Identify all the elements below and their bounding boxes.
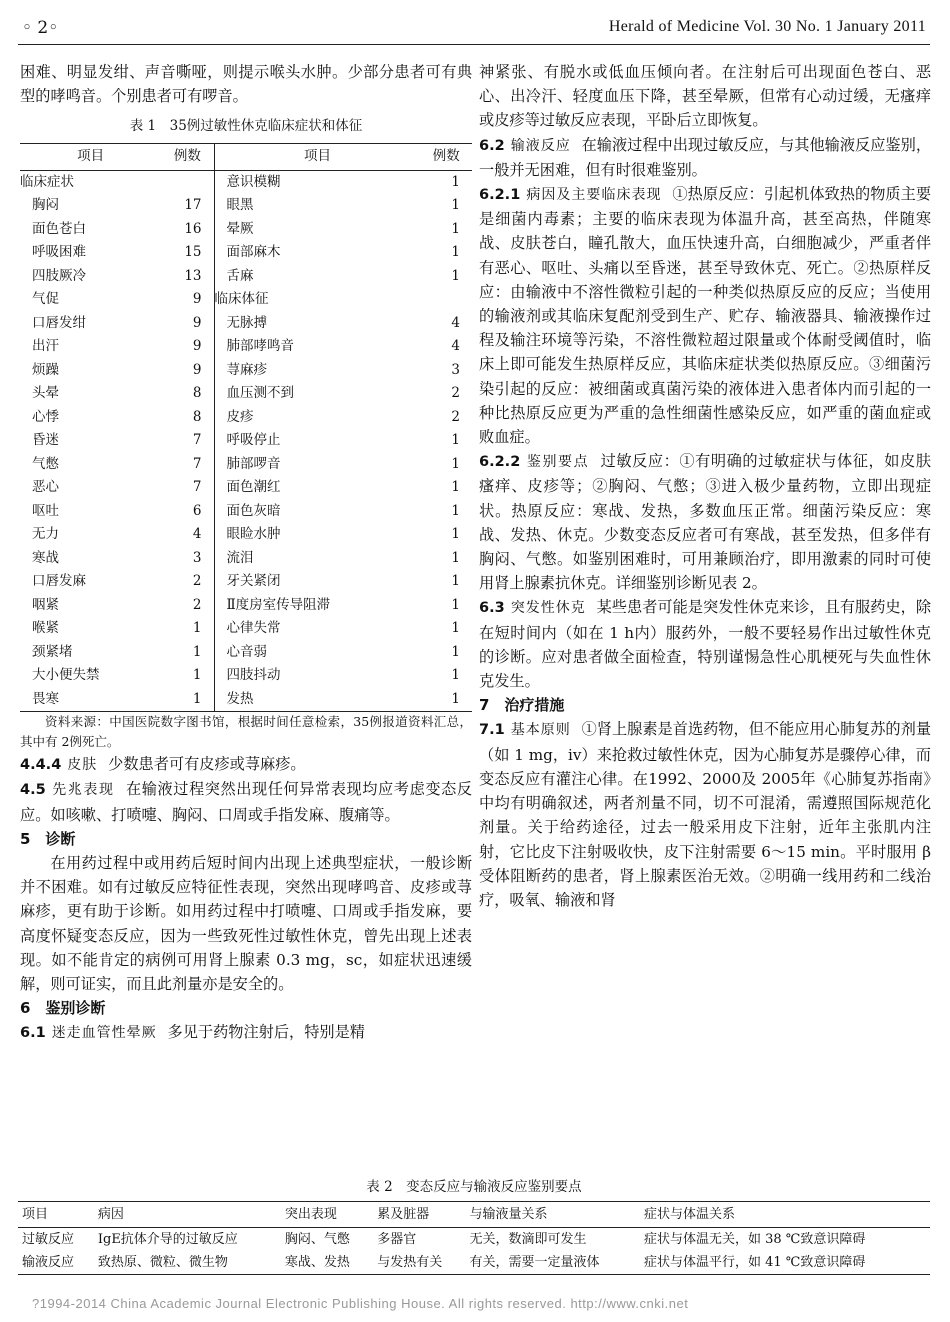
section-text: 在输液过程突然出现任何异常表现均应考虑变态反应。如咳嗽、打喷嚏、胸闷、口周或手指发麻、腹痛等。	[20, 780, 473, 824]
section-heading: 7 治疗措施	[479, 696, 565, 715]
case-count: 8	[161, 406, 214, 430]
case-count: 1	[451, 267, 460, 284]
case-count: 16	[161, 218, 214, 242]
case-count: 1	[451, 667, 460, 684]
case-count: 4	[451, 338, 460, 355]
table-cell: 症状与体温平行，如 41 ℃致意识障碍	[640, 1251, 930, 1275]
item-label: 呕吐	[32, 502, 59, 519]
item-label: 舌麻	[226, 267, 254, 284]
case-count: 4	[451, 314, 460, 331]
item-label: 大小便失禁	[32, 667, 100, 684]
item-label: 畏寒	[20, 688, 161, 712]
case-count: 3	[161, 547, 214, 571]
section-text: 少数患者可有皮疹或荨麻疹。	[108, 755, 306, 774]
table-row	[20, 218, 472, 242]
case-count: 13	[161, 265, 214, 289]
case-count	[161, 170, 214, 194]
case-count: 7	[161, 429, 214, 453]
item-label: 心音弱	[226, 643, 267, 660]
table-row	[20, 523, 472, 547]
case-count: 15	[161, 241, 214, 265]
table-row	[20, 688, 472, 712]
table-row	[20, 617, 472, 641]
case-count: 1	[161, 688, 214, 712]
case-count: 1	[451, 502, 460, 519]
section-number: 6.2	[479, 137, 505, 154]
table-cell: 致热原、微粒、微生物	[94, 1251, 281, 1275]
case-count: 7	[161, 476, 214, 500]
table-cell: 无关，数滴即可发生	[469, 1232, 587, 1247]
table-row	[20, 664, 472, 688]
item-label: 气憋	[32, 455, 59, 472]
case-count: 1	[451, 220, 460, 237]
section-title: 先兆表现	[51, 782, 115, 799]
item-label: 无力	[32, 526, 59, 543]
paragraph: 在用药过程中或用药后短时间内出现上述典型症状，一般诊断并不困难。如有过敏反应特征性表现，突然出现哮鸣音、皮疹或荨麻疹，更有助于诊断。如用药过程中打喷嚏、口周或手指发麻，要高度怀疑变态反应，因为一些致死性过敏性休克，曾先出现上述表现。如不能肯定的病例可用肾上腺素 0.3 mg，sc，如症状迅速缓解，则可证实，而且此剂量亦是安全的。	[20, 853, 472, 993]
table2	[18, 1201, 930, 1275]
table-row	[20, 570, 472, 594]
table-row	[20, 359, 472, 383]
item-label: 呼吸困难	[32, 244, 86, 261]
item-label: 恶心	[32, 479, 59, 496]
table-cell: 寒战、发热	[281, 1251, 373, 1275]
case-count: 1	[451, 526, 460, 543]
section-title: 病因及主要临床表现	[526, 187, 662, 204]
case-count: 4	[161, 523, 214, 547]
case-count: 8	[161, 382, 214, 406]
table-row	[18, 1251, 930, 1275]
table-header: 与输液量关系	[466, 1202, 640, 1228]
section-text: 过敏反应：①有明确的过敏症状与体征，如皮肤瘙痒、皮疹等；②胸闷、气憋；③进入极少量药物，立即出现症状。热原反应：寒战、发热，多数血压正常。细菌污染反应：寒战、发热、休克。少数变态反应者可有寒战，甚至发热，但多伴有胸闷、气憋。如鉴别困难时，可用兼顾治疗，即用激素的同时可使用肾上腺素抗休克。详细鉴别诊断见表 2。	[479, 452, 932, 593]
table2-caption: 表 2 变态反应与输液反应鉴别要点	[366, 1179, 582, 1195]
table-header: 项目	[214, 143, 420, 170]
table-row	[20, 547, 472, 571]
table-row	[20, 382, 472, 406]
paragraph: 困难、明显发绀、声音嘶哑，则提示喉头水肿。少部分患者可有典型的哮鸣音。个别患者可有啰音。	[20, 63, 472, 106]
item-label: 流泪	[226, 549, 254, 566]
section-title: 突发性休克	[510, 600, 586, 617]
table2-body	[18, 1228, 930, 1275]
item-label: 气促	[32, 291, 59, 308]
section-title: 迷走血管性晕厥	[51, 1025, 157, 1042]
section-number: 4.5	[20, 782, 46, 799]
table-row	[20, 241, 472, 265]
case-count: 1	[451, 573, 460, 590]
item-label: 肺部啰音	[226, 455, 281, 472]
case-count: 1	[420, 688, 472, 712]
section-heading: 5 诊断	[20, 829, 76, 848]
table-cell: IgE抗体介导的过敏反应	[97, 1232, 238, 1247]
paragraph	[479, 449, 931, 595]
table-header: 例数	[420, 143, 472, 170]
section-title: 基本原则	[510, 722, 571, 739]
case-count	[420, 288, 472, 312]
table-row	[20, 265, 472, 289]
item-label: 意识模糊	[226, 173, 281, 190]
section-text: 某些患者可能是突发性休克来诊，且有服药史，除在短时间内（如在 1 h内）服药外，一般不要轻易作出过敏性休克的诊断。应对患者做全面检查，特别谨惕急性心肌梗死与失血性休克发生。	[479, 598, 932, 691]
table-cell: 症状与体温无关，如 38 ℃致意识障碍	[643, 1232, 866, 1247]
table-header: 突出表现	[281, 1202, 373, 1228]
case-count: 1	[451, 620, 460, 637]
paragraph	[20, 777, 472, 826]
case-count: 9	[161, 359, 214, 383]
section-number: 6.2.2	[479, 454, 521, 471]
case-count: 1	[451, 549, 460, 566]
table-row	[20, 476, 472, 500]
table-row	[20, 335, 472, 359]
item-label: 临床体征	[214, 291, 269, 308]
case-count: 2	[161, 570, 214, 594]
item-label: 心律失常	[226, 620, 281, 637]
case-count: 1	[451, 643, 460, 660]
table-header: 症状与体温关系	[640, 1202, 930, 1228]
case-count: 1	[161, 617, 214, 641]
table-row	[20, 429, 472, 453]
section-title: 皮肤	[67, 757, 98, 774]
table-header: 累及脏器	[373, 1202, 465, 1228]
case-count: 9	[161, 312, 214, 336]
case-count: 2	[451, 385, 460, 402]
item-label: Ⅱ度房室传导阻滞	[226, 596, 331, 613]
section-text: 在输液过程中出现过敏反应，与其他输液反应鉴别，一般并无困难，但有时很难鉴别。	[479, 135, 932, 179]
paragraph	[20, 752, 472, 777]
copyright-footer: ?1994-2014 China Academic Journal Electronic Publishing House. All rights reserved. http://www.cnki.net	[32, 1296, 689, 1311]
case-count: 3	[451, 361, 460, 378]
section-number: 6.3	[479, 600, 505, 617]
table-cell: 有关，需要一定量液体	[466, 1251, 640, 1275]
item-label: 晕厥	[226, 220, 254, 237]
item-label: 牙关紧闭	[226, 573, 281, 590]
item-label: 四肢抖动	[226, 667, 281, 684]
item-label: 出汗	[32, 338, 59, 355]
table-row	[20, 594, 472, 618]
case-count: 2	[451, 408, 460, 425]
item-label: 心悸	[32, 408, 59, 425]
case-count: 1	[451, 479, 460, 496]
item-label: 呼吸停止	[226, 432, 281, 449]
right-column	[479, 60, 931, 912]
table-header: 项目	[18, 1202, 94, 1228]
section-text: ①热原反应：引起机体致热的物质主要是细菌内毒素；主要的临床表现为体温升高，甚至高热，伴随寒战、皮肤苍白，瞳孔散大，血压快速升高，白细胞减少，严重者伴有恶心、呕吐、头痛以至昏迷，甚至导致休克、死亡。②热原样反应：由输液中不溶性微粒引起的一种类似热原反应的反应；当使用的输液剂或其临床复配剂受到生产、贮存、输液器具、输液操作过程及输注环境等污染，不溶性微粒超过限量或个体耐受阈值时，临床上即可能发生热原样反应，其临床症状类似热原反应。③细菌污染引起的反应：被细菌或真菌污染的液体进入患者体内而引起的一种比热原反应更为严重的急性细菌性感染反应，如严重的菌血症或败血症。	[479, 185, 932, 447]
item-label: 临床症状	[20, 173, 74, 190]
table-row	[20, 453, 472, 477]
table-header-row	[18, 1202, 930, 1228]
item-label: 面色苍白	[32, 220, 86, 237]
table2-block	[18, 1175, 930, 1275]
case-count: 7	[161, 453, 214, 477]
table-cell: 与发热有关	[373, 1251, 465, 1275]
journal-info: Herald of Medicine Vol. 30 No. 1 January 2011	[608, 18, 926, 35]
case-count: 1	[161, 641, 214, 665]
table1-caption: 表 1 35例过敏性休克临床症状和体征	[129, 118, 363, 135]
table-row	[20, 312, 472, 336]
section-number: 6.1	[20, 1025, 46, 1042]
item-label: 咽紧	[32, 596, 59, 613]
paragraph	[20, 1020, 472, 1045]
page-number: ◦ 2◦	[22, 18, 59, 38]
table1-body	[20, 170, 472, 712]
item-label: 眼睑水肿	[226, 526, 281, 543]
item-label: 眼黑	[226, 197, 254, 214]
table-header: 病因	[94, 1202, 281, 1228]
item-label: 颈紧堵	[32, 643, 73, 660]
item-label: 血压测不到	[226, 385, 294, 402]
section-title: 输液反应	[510, 137, 571, 154]
case-count: 9	[161, 335, 214, 359]
item-label: 皮疹	[226, 408, 254, 425]
table1	[20, 143, 472, 713]
item-label: 四肢厥冷	[32, 267, 86, 284]
paragraph	[479, 182, 931, 449]
case-count: 1	[161, 664, 214, 688]
case-count: 1	[451, 173, 460, 190]
table-row	[20, 288, 472, 312]
table-row	[20, 500, 472, 524]
item-label: 寒战	[32, 549, 59, 566]
item-label: 面色潮红	[226, 479, 281, 496]
table-cell: 多器官	[377, 1232, 417, 1247]
case-count: 9	[161, 288, 214, 312]
table1-source: 资料来源：中国医院数字图书馆，根据时间任意检索，35例报道资料汇总，其中有 2例死亡。	[20, 714, 472, 750]
item-label: 肺部哮鸣音	[226, 338, 294, 355]
table-row	[20, 641, 472, 665]
paragraph	[479, 133, 931, 182]
table-cell: 输液反应	[18, 1251, 94, 1275]
table-header: 项目	[20, 143, 161, 170]
case-count: 6	[161, 500, 214, 524]
section-title: 鉴别要点	[526, 454, 590, 471]
item-label: 昏迷	[32, 432, 59, 449]
case-count: 1	[451, 455, 460, 472]
table-header-row	[20, 143, 472, 170]
case-count: 17	[161, 194, 214, 218]
table-cell: 过敏反应	[22, 1232, 75, 1247]
item-label: 无脉搏	[226, 314, 267, 331]
table-header: 例数	[161, 143, 214, 170]
table-row	[20, 194, 472, 218]
item-label: 胸闷	[32, 197, 59, 214]
case-count: 1	[451, 596, 460, 613]
paragraph: 神紧张、有脱水或低血压倾向者。在注射后可出现面色苍白、恶心、出冷汗、轻度血压下降，甚至晕厥，但常有心动过缓，无瘙痒或皮疹等过敏反应表现，平卧后立即恢复。	[479, 63, 931, 130]
section-number: 7.1	[479, 722, 505, 739]
item-label: 喉紧	[32, 620, 59, 637]
section-number: 4.4.4	[20, 757, 62, 774]
paragraph	[479, 595, 931, 693]
page-header	[18, 14, 930, 45]
item-label: 面部麻木	[226, 244, 281, 261]
case-count: 2	[161, 594, 214, 618]
item-label: 头晕	[32, 385, 59, 402]
section-number: 6.2.1	[479, 187, 521, 204]
item-label: 荨麻疹	[226, 361, 267, 378]
case-count: 1	[451, 244, 460, 261]
item-label: 面色灰暗	[226, 502, 281, 519]
item-label: 口唇发麻	[32, 573, 86, 590]
table-cell: 胸闷、气憋	[284, 1232, 350, 1247]
case-count: 1	[451, 197, 460, 214]
paragraph	[479, 717, 931, 912]
section-text: 多见于药物注射后，特别是精	[167, 1023, 365, 1042]
case-count: 1	[451, 432, 460, 449]
item-label: 口唇发绀	[32, 314, 86, 331]
left-column	[20, 60, 472, 1046]
section-text: ①肾上腺素是首选药物，但不能应用心肺复苏的剂量（如 1 mg，iv）来抢救过敏性休克，因为心肺复苏是骤停心律，而变态反应有灌注心律。在1992、2000及 2005年《心肺复苏指南》中均有明确叙述，两者剂量不同，切不可混淆，需遵照国际规范化剂量。关于给药途径，过去一般采用皮下注射，近年主张肌内注射，它比皮下注射吸收快，皮下注射需要 6～15 min。平时服用 β受体阻断药的患者，肾上腺素医治无效。②明确一线用药和二线治疗，吸氧、输液和肾	[479, 720, 932, 909]
section-heading: 6 鉴别诊断	[20, 999, 106, 1018]
table-row	[18, 1228, 930, 1252]
table-row	[20, 406, 472, 430]
item-label: 发热	[214, 688, 420, 712]
table-row	[20, 170, 472, 194]
item-label: 烦躁	[32, 361, 59, 378]
